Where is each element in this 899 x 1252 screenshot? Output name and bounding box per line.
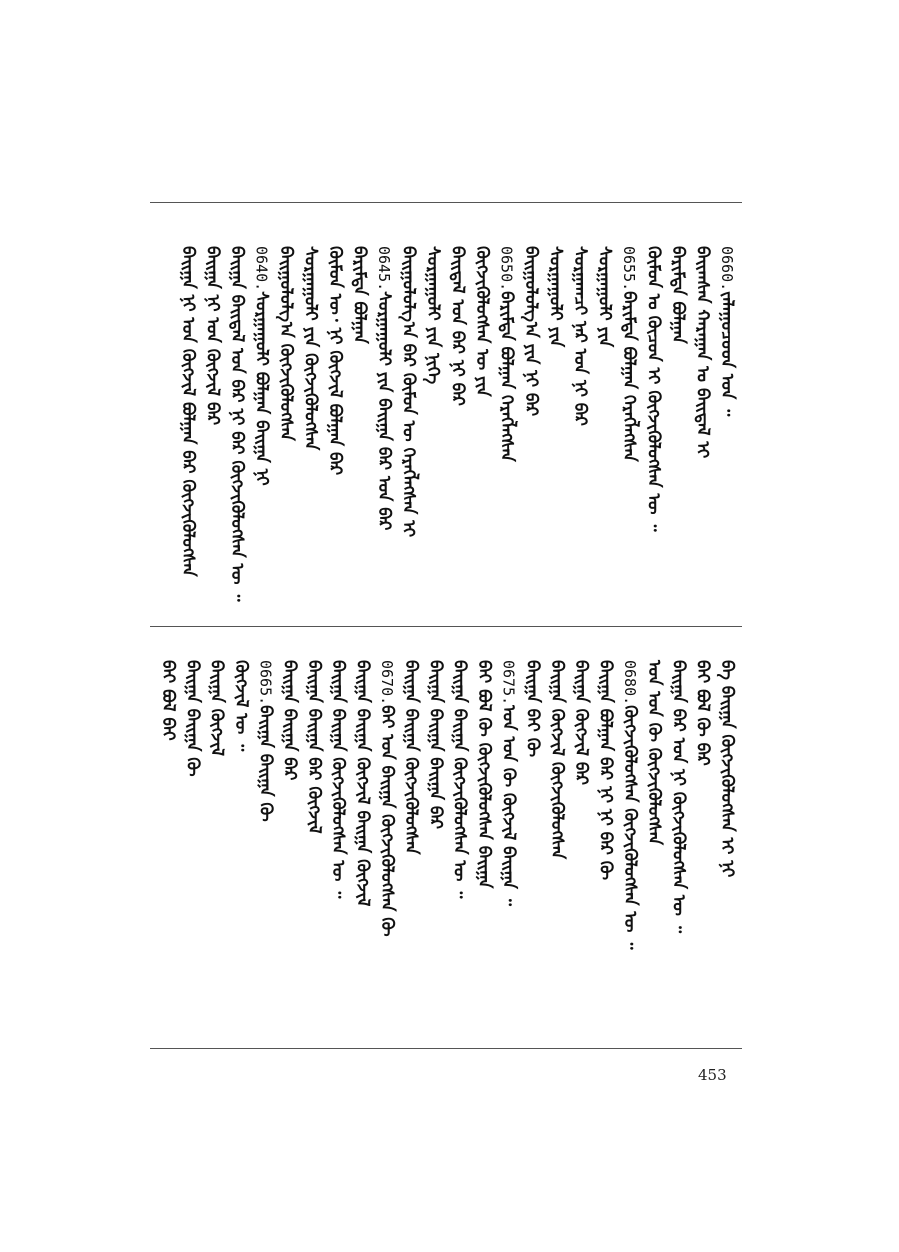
lower-text-block: [150, 660, 742, 1040]
text-column: [447, 246, 469, 406]
column-text: ᠪᠠᠢᠭᠠ ᠪᠠᠢᠭᠠ ᠪᠠᠢᠭᠠ ᠪᠡᠷ: [425, 660, 446, 830]
column-text: ᠪᠠᠢᠭᠤᠯᠤᠯᠭ᠎ᠠ ᠶᠢᠨ ᠨᠢ ᠪᠡᠷ: [521, 246, 541, 417]
column-text: ᠪᠠᠢᠭᠠ ᠪᠠᠢᠭᠠ ᠬᠦ: [255, 705, 276, 822]
column-text: ᠪᠠᠢᠭᠠ ᠨᠢ ᠤᠨ ᠬᠦᠭᠵᠢᠯ ᠪᠣᠯᠭᠠᠨ ᠪᠠᠷ ᠬᠦᠭᠵᠢᠭᠦᠯᠦᠭᠰᠡᠨ: [178, 246, 198, 577]
column-text: ᠪᠠᠢ ᠪᠣᠯ ᠬᠦ ᠬᠦᠭᠵᠢᠭᠦᠯᠦᠭᠰᠡᠨ ᠪᠠᠢᠭᠠ: [474, 660, 494, 889]
column-text: ᠰᠤᠷᠭᠠᠭᠤᠯᠢ ᠶᠢᠨ ᠨᠢᠭᠡ: [423, 246, 443, 385]
line-number: 0655.: [620, 246, 638, 292]
text-column: [324, 246, 346, 475]
text-column: [546, 660, 568, 859]
line-number: 0670.: [377, 660, 396, 706]
column-text: ᠪᠠᠢᠭᠠ ᠪᠣᠯᠭᠠᠨ ᠪᠠᠷ ᠨᠢ ᠨᠢ ᠪᠡᠷ ᠬᠦ: [595, 660, 616, 881]
text-column: [595, 660, 617, 880]
text-column: [692, 246, 714, 458]
text-column: [352, 660, 374, 906]
column-text: ᠪᠠᠢᠭᠠ ᠬᠦᠭᠵᠢᠯ: [206, 660, 227, 756]
text-column: [570, 660, 592, 785]
text-column: [254, 660, 276, 822]
line-number: 0650.: [497, 246, 516, 292]
text-column: [449, 660, 471, 898]
text-column: [349, 246, 371, 344]
text-column: [251, 246, 273, 486]
text-column: [716, 246, 738, 416]
column-text: ᠪᠠᠢᠭᠠ ᠪᠠᠢᠭᠠ ᠬᠦ: [182, 660, 203, 777]
text-column: [471, 246, 493, 397]
text-column: [473, 660, 495, 888]
top-rule: [150, 202, 742, 203]
text-column: [226, 246, 248, 602]
upper-text-block: [150, 246, 742, 616]
text-column: [373, 246, 395, 530]
text-column: [400, 660, 422, 854]
column-text: ᠰᠤᠷᠭᠠᠭᠤᠯᠢ ᠶᠢᠨ: [545, 246, 566, 348]
column-text: ᠰᠤᠷᠭᠠᠭᠤᠯᠢ ᠶᠢᠨ ᠪᠠᠢᠭᠠ ᠪᠡᠷ ᠤᠨ ᠪᠡᠷ: [374, 291, 394, 531]
column-text: ᠤᠨ ᠤᠨ ᠬᠦ ᠬᠦᠭᠵᠢᠯ ᠪᠠᠢᠭᠠ ᠃: [498, 705, 519, 906]
column-text: ᠰᠤᠷᠭᠠᠭᠤᠯᠢ ᠶᠢᠨ: [594, 246, 615, 348]
text-column: [545, 246, 567, 347]
line-number: 0680.: [620, 660, 639, 706]
text-column: [181, 660, 203, 777]
column-text: ᠪᠠᠢᠭᠠ ᠪᠡᠷ ᠤᠨ ᠨᠢ ᠬᠦᠭᠵᠢᠭᠦᠯᠦᠭᠰᠡᠨ ᠦ ᠃: [668, 660, 689, 934]
text-column: [275, 246, 297, 441]
text-column: [230, 660, 252, 751]
text-column: [692, 660, 714, 766]
column-text: ᠤᠨ ᠤᠨ ᠬᠦ ᠬᠦᠭᠵᠢᠭᠦᠯᠦᠭᠰᠡᠨ: [644, 660, 665, 845]
column-text: ᠪᠠᠢᠭᠤᠯᠤᠯᠭ᠎ᠠ ᠬᠦᠭᠵᠢᠭᠦᠯᠦᠭᠰᠡᠨ: [276, 246, 296, 441]
middle-rule: [150, 626, 742, 627]
text-column: [279, 660, 301, 780]
column-text: ᠪᠠᠢᠭᠠ ᠪᠠᠢᠳᠠᠯ ᠤᠨ ᠪᠠᠷ ᠨᠢ ᠪᠡᠷ ᠬᠦᠭᠵᠢᠭᠦᠯᠦᠭᠰᠡᠨ ᠦ ᠃: [227, 246, 247, 602]
column-text: ᠪᠠᠷᠢᠮᠲᠠ ᠪᠣᠯᠭᠠᠨ: [668, 246, 688, 344]
column-text: ᠪᠠᠷᠢᠮᠲᠠ ᠪᠣᠯᠭᠠᠨ: [349, 246, 370, 344]
column-text: ᠪᠠᠢ ᠪᠣᠯ ᠬᠦ ᠪᠡᠷ: [692, 660, 713, 766]
page-number: 453: [698, 1066, 727, 1084]
column-text: ᠬᠦᠭᠵᠢᠭᠦᠯᠦᠭᠰᠡᠨ ᠬᠦᠭᠵᠢᠭᠦᠯᠦᠭᠰᠡᠨ ᠦ ᠃: [619, 705, 640, 950]
column-text: ᠪᠠᠢᠭᠠ ᠪᠠᠢᠭᠠ ᠬᠦᠭᠵᠢᠭᠦᠯᠦᠭᠰᠡᠨ ᠦ ᠃: [328, 660, 349, 899]
column-text: ᠪᠠᠢᠭᠠ ᠪᠠᠢᠭᠠ ᠬᠦᠭᠵᠢᠯ ᠪᠠᠢᠭᠠ ᠬᠦᠭᠵᠢᠯ: [352, 660, 373, 907]
text-column: [716, 660, 738, 877]
column-text: ᠪᠠᠢᠭᠠ ᠪᠠᠢᠭᠠ ᠬᠦᠭᠵᠢᠭᠦᠯᠦᠭᠰᠡᠨ: [401, 660, 422, 855]
column-text: ᠪᠠᠢᠭᠠ ᠬᠦᠭᠵᠢᠯ ᠪᠠᠷ: [571, 660, 592, 786]
line-number: 0660.: [718, 246, 736, 292]
column-text: ᠪᠠᠢᠳᠠᠯ ᠤᠨ ᠪᠡᠷ ᠨᠢ ᠪᠡᠷ: [447, 246, 468, 406]
text-column: [643, 246, 665, 532]
text-column: [619, 660, 641, 950]
text-column: [594, 246, 616, 347]
text-column: [202, 246, 224, 425]
column-text: ᠵᠠᠯᠠᠭᠤᠴᠤᠳ ᠤᠨ ᠃: [717, 291, 737, 417]
column-text: ᠪᠠᠢᠭᠠ ᠪᠠᠢᠭᠠ ᠪᠡᠷ ᠬᠦᠭᠵᠢᠯ: [303, 660, 324, 834]
column-text: ᠪᠠᠷᠢᠮᠲᠠ ᠪᠣᠯᠭᠠᠨ ᠬᠡᠷᠡᠭᠯᠡᠭᠰᠡᠨ: [619, 291, 639, 462]
column-text: ᠬᠦᠮᠦᠨ ᠤ ᠬᠦᠴᠦᠨ ᠢ ᠬᠦᠭᠵᠢᠭᠦᠯᠦᠭᠰᠡᠨ ᠦ ᠃: [643, 246, 664, 532]
text-column: [522, 660, 544, 757]
column-text: ᠪᠠᠢᠭᠠ ᠨᠢ ᠤᠨ ᠬᠦᠭᠵᠢᠯ ᠪᠡᠷ: [202, 246, 223, 426]
text-column: [157, 660, 179, 741]
text-column: [667, 246, 689, 344]
text-column: [424, 660, 446, 829]
column-text: ᠬᠦᠭᠵᠢᠯ ᠦ ᠃: [231, 660, 251, 752]
column-text: ᠪᠠᠢᠭᠤᠯᠤᠯᠭ᠎ᠠ ᠪᠠᠷ ᠬᠦᠮᠦᠨ ᠦ ᠬᠡᠷᠡᠭᠯᠡᠭᠰᠡᠨ ᠢ: [398, 246, 419, 538]
line-number: 0645.: [375, 246, 393, 292]
text-column: [643, 660, 665, 845]
column-text: ᠪᠠᠢᠭᠠ ᠪᠠᠢᠭᠠ ᠪᠡᠷ: [279, 660, 300, 781]
text-column: [300, 246, 322, 450]
text-column: [376, 660, 398, 937]
column-text: ᠰᠤᠷᠭᠠᠭᠤᠯᠢ ᠪᠣᠯᠭᠠᠨ ᠪᠠᠢᠭᠠ ᠨᠢ: [251, 291, 272, 486]
column-text: ᠬᠦᠭᠵᠢᠭᠦᠯᠦᠭᠰᠡᠨ ᠦ ᠶᠢᠨ: [472, 246, 492, 397]
text-column: [667, 660, 689, 933]
column-text: ᠬᠦᠮᠦᠨ ᠦ᠂ ᠨᠢ ᠬᠦᠭᠵᠢᠯ ᠪᠣᠯᠭᠠᠨ ᠪᠠᠷ: [325, 246, 345, 476]
line-number: 0640.: [252, 246, 271, 292]
column-text: ᠪᠠᠢ ᠪᠣᠯ ᠪᠠᠢ: [158, 660, 179, 741]
text-column: [496, 246, 518, 462]
column-text: ᠪᠠᠢᠭᠠ ᠪᠠᠢ ᠬᠦ: [522, 660, 543, 758]
column-text: ᠰᠤᠷᠭᠠᠭᠴᠢ ᠨᠠᠷ ᠤᠨ ᠨᠢ ᠪᠡᠷ: [570, 246, 590, 426]
text-column: [327, 660, 349, 898]
bottom-rule: [150, 1048, 742, 1049]
column-text: ᠪᠡ ᠪᠠᠢᠭᠠ ᠬᠦᠭᠵᠢᠭᠦᠯᠦᠭᠰᠡᠨ ᠢ ᠨᠢ: [717, 660, 737, 878]
text-column: [177, 246, 199, 577]
text-column: [303, 660, 325, 834]
column-text: ᠪᠠᠢᠭᠠ ᠬᠦᠭᠵᠢᠯ ᠬᠦᠭᠵᠢᠭᠦᠯᠦᠭᠰᠡᠨ: [546, 660, 567, 860]
text-column: [206, 660, 228, 756]
column-text: ᠰᠤᠷᠭᠠᠭᠤᠯᠢ ᠶᠢᠨ ᠬᠦᠭᠵᠢᠭᠦᠯᠦᠭᠰᠡᠨ: [300, 246, 321, 451]
text-column: [422, 246, 444, 384]
text-column: [618, 246, 640, 462]
column-text: ᠪᠠᠢ ᠤᠨ ᠪᠠᠢᠭᠠ ᠬᠦᠭᠵᠢᠭᠦᠯᠦᠭᠰᠡᠨ ᠬᠦ: [376, 705, 397, 937]
text-column: [569, 246, 591, 426]
line-number: 0675.: [499, 660, 518, 706]
column-text: ᠪᠠᠢᠭᠠ ᠪᠠᠢᠭᠠ ᠬᠦᠭᠵᠢᠭᠦᠯᠦᠭᠰᠡᠨ ᠦ ᠃: [449, 660, 470, 899]
line-number: 0665.: [256, 660, 275, 706]
text-column: [398, 246, 420, 537]
column-text: ᠪᠠᠷᠢᠮᠲᠠ ᠪᠣᠯᠭᠠᠨ ᠬᠡᠷᠡᠭᠯᠡᠭᠰᠡᠨ: [496, 291, 517, 462]
column-text: ᠪᠠᠢᠭᠰᠠᠨ ᠬᠠᠷᠠᠭᠠᠨ ᠤ ᠪᠠᠢᠳᠠᠯ ᠢ: [692, 246, 713, 459]
text-column: [497, 660, 519, 906]
text-column: [520, 246, 542, 416]
